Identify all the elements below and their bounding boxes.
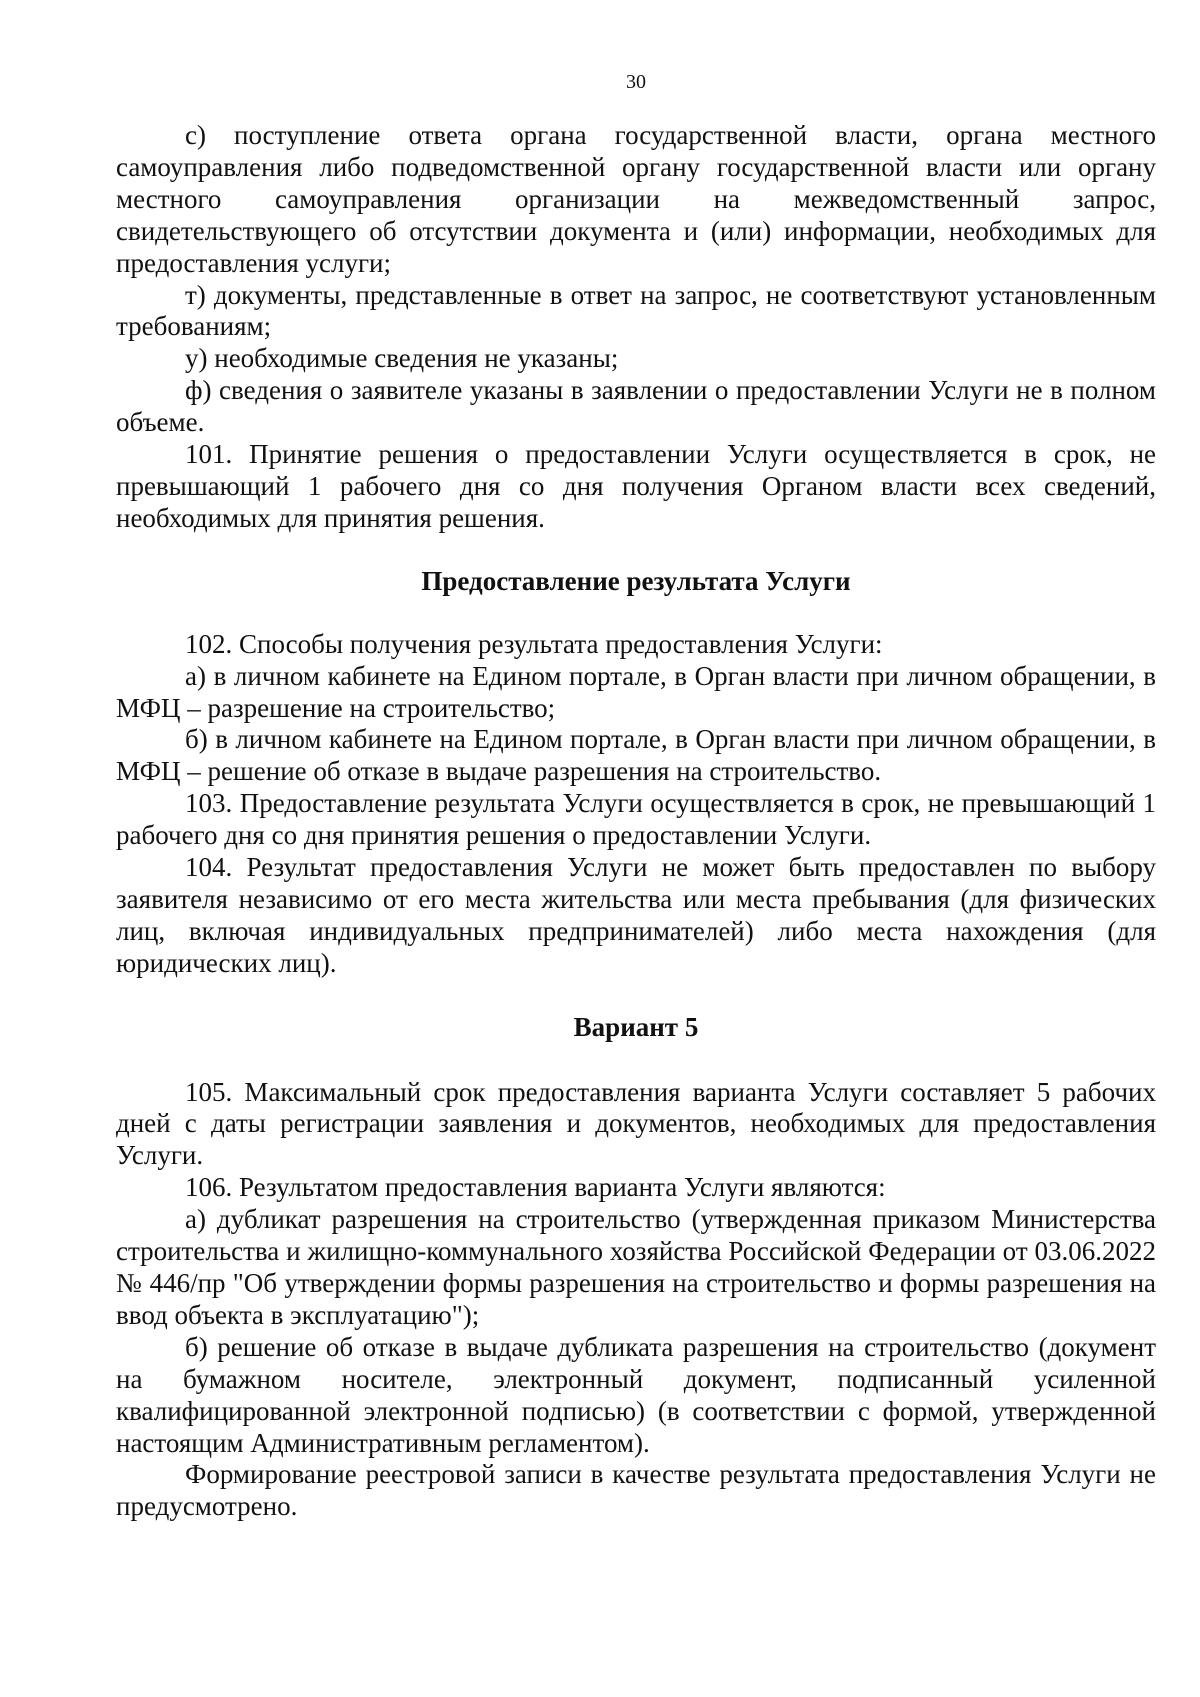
paragraph-106: 106. Результатом предоставления варианта Услуги являются: — [185, 1172, 886, 1203]
paragraph-103: 103. Предоставление результата Услуги осуществляется в срок, не превышающий 1 рабочего дня со дня принятия решения о предоставлении Услуги. — [116, 788, 1156, 851]
page-number: 30 — [626, 71, 646, 93]
paragraph-106-a: а) дубликат разрешения на строительство (утвержденная приказом Министерства строительства и жилищно-коммунального хозяйства Российской Федерации от 03.06.2022 № 446/пр "Об утверждении формы разрешения на строительство и формы разрешения на ввод объекта в эксплуатацию"); — [116, 1204, 1156, 1330]
document-body — [116, 120, 1156, 1523]
paragraph-item-s: с) поступление ответа органа государственной власти, органа местного самоуправления либо подведомственной органу государственной власти или органу местного самоуправления организации на межведомственный запрос, свидетельствующего об отсутствии документа и (или) информации, необходимых для предоставления услуги; — [116, 120, 1156, 278]
paragraph-105: 105. Максимальный срок предоставления варианта Услуги составляет 5 рабочих дней с даты регистрации заявления и документов, необходимых для предоставления Услуги. — [116, 1076, 1156, 1171]
paragraph-item-u: у) необходимые сведения не указаны; — [185, 343, 619, 374]
paragraph-102: 102. Способы получения результата предоставления Услуги: — [185, 628, 883, 659]
paragraph-101: 101. Принятие решения о предоставлении Услуги осуществляется в срок, не превышающий 1 рабочего дня со дня получения Органом власти всех сведений, необходимых для принятия решения. — [116, 439, 1156, 533]
paragraph-106-b: б) решение об отказе в выдаче дубликата разрешения на строительство (документ на бумажном носителе, электронный документ, подписанный усиленной квалифицированной электронной подписью) (в соответствии с формой, утвержденной настоящим Административным регламентом). — [116, 1331, 1156, 1458]
section-heading-variant-5: Вариант 5 — [573, 1011, 699, 1042]
section-heading-result: Предоставление результата Услуги — [421, 565, 851, 596]
paragraph-registry: Формирование реестровой записи в качестве результата предоставления Услуги не предусмотрено. — [116, 1459, 1156, 1522]
paragraph-item-f: ф) сведения о заявителе указаны в заявлении о предоставлении Услуги не в полном объеме. — [116, 375, 1156, 438]
paragraph-102-a: а) в личном кабинете на Едином портале, в Орган власти при личном обращении, в МФЦ – разрешение на строительство; — [116, 660, 1156, 723]
paragraph-item-t: т) документы, представленные в ответ на запрос, не соответствуют установленным требованиям; — [116, 279, 1156, 342]
paragraph-102-b: б) в личном кабинете на Едином портале, в Орган власти при личном обращении, в МФЦ – решение об отказе в выдаче разрешения на строительство. — [116, 724, 1156, 787]
paragraph-104: 104. Результат предоставления Услуги не может быть предоставлен по выбору заявителя независимо от его места жительства или места пребывания (для физических лиц, включая индивидуальных предпринимателей) либо места нахождения (для юридических лиц). — [116, 852, 1156, 978]
